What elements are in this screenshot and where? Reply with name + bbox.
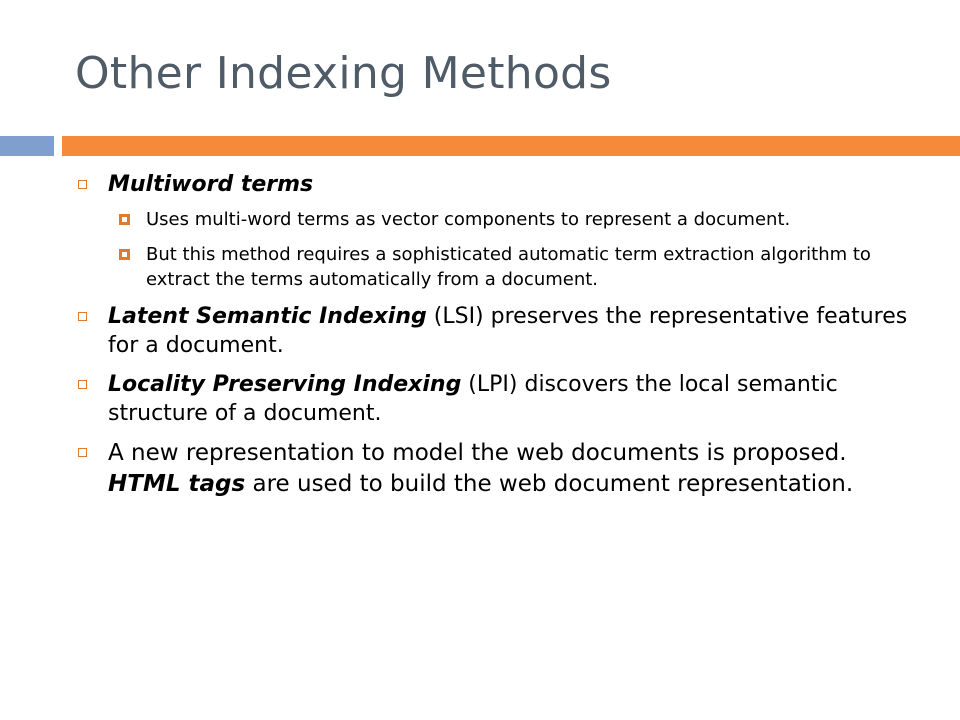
sub-bullet-text: But this method requires a sophisticated automatic term extraction algorithm to extract the terms automatically from a document. <box>146 244 871 290</box>
sub-bullet-item <box>108 207 928 232</box>
bullet-heading: Multiword terms <box>108 172 314 197</box>
hollow-square-bullet-icon <box>78 380 87 389</box>
bullet-lpi <box>78 370 928 428</box>
hollow-square-bullet-icon <box>78 448 87 457</box>
bullet-text: (LSI) preserves the representative features for a document. <box>108 304 908 358</box>
title-accent-bar-blue <box>0 136 54 156</box>
filled-square-bullet-icon <box>119 249 130 260</box>
bullet-html-tags <box>78 438 928 500</box>
bullet-bold-text: Latent Semantic Indexing <box>108 304 427 329</box>
filled-square-bullet-icon <box>119 214 130 225</box>
sub-bullet-list <box>108 207 928 292</box>
bullet-lsi <box>78 302 928 360</box>
hollow-square-bullet-icon <box>78 312 87 321</box>
slide-title: Other Indexing Methods <box>75 48 612 99</box>
slide-content <box>78 170 928 510</box>
bullet-multiword-terms <box>78 170 928 292</box>
hollow-square-bullet-icon <box>78 180 87 189</box>
bullet-bold-text: Locality Preserving Indexing <box>108 372 462 397</box>
bullet-text-pre: A new representation to model the web documents is proposed. <box>108 440 862 466</box>
bullet-bold-text: HTML tags <box>108 471 246 497</box>
bullet-text: (LPI) discovers the local semantic structure of a document. <box>108 372 838 426</box>
sub-bullet-text: Uses multi-word terms as vector components to represent a document. <box>146 209 791 230</box>
bullet-text: are used to build the web document representation. <box>245 471 854 497</box>
title-accent-bar-orange <box>62 136 960 156</box>
sub-bullet-item <box>108 242 928 292</box>
